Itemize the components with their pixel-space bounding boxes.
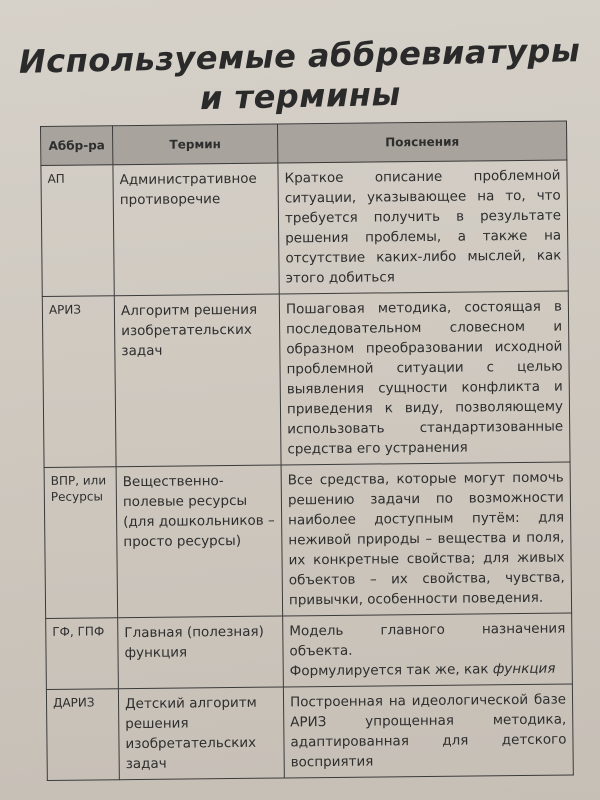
explanation-extra: Формулируется так же, как (289, 661, 493, 680)
explanation-extra-italic: функция (492, 660, 556, 678)
header-abbr: Аббр-ра (41, 126, 113, 166)
page-title-line-2: и термины (199, 74, 402, 118)
explanation-cell: Пошаговая методика, состоящая в последовательном словесном и образном преобразовании исходной проблемной ситуации с целью выявления сущности конфликта и приведения к виду, позволяющему использовать стандартизованные средства его устранения (279, 291, 570, 465)
explanation-cell (283, 613, 573, 687)
explanation-cell: Все средства, которые могут помочь решению задачи по возможности наиболее доступным путём: для неживой природы – вещества и поля, их конкретные свойства; для живых объектов – их свойства, чувства, привычки, особенности поведения. (281, 462, 572, 616)
explanation-main: Модель главного назначения объекта. (289, 620, 566, 660)
header-term: Термин (113, 124, 278, 165)
header-explanation: Пояснения (277, 121, 566, 163)
page-title-line-1: Используемые аббревиатуры (18, 31, 581, 81)
table-row (41, 160, 568, 297)
abbr-cell: ВПР, или Ресурсы (44, 467, 118, 619)
table-header-row (41, 121, 567, 166)
term-cell: Алгоритм решения изобретательских задач (114, 294, 281, 467)
table-row (44, 462, 572, 618)
term-cell: Административное противоречие (113, 163, 279, 296)
abbr-cell: АП (41, 165, 114, 297)
explanation-cell: Построенная на идеологической базе АРИЗ упрощенная методика, адаптированная для детского восприятия (283, 684, 573, 778)
abbr-cell: АРИЗ (42, 296, 116, 468)
abbr-cell: ГФ, ГПФ (46, 618, 119, 690)
term-cell: Детский алгоритм решения изобретательских задач (118, 687, 284, 780)
page-title (0, 30, 600, 123)
abbr-cell: ДАРИЗ (46, 689, 119, 781)
abbreviations-table (40, 120, 574, 780)
explanation-extra-line (290, 659, 566, 682)
explanation-cell: Краткое описание проблемной ситуации, указывающее на то, что требуется получить в результате решения проблемы, а также на отсутствие каких-либо мыслей, как этого добиться (278, 160, 568, 294)
table-row (46, 613, 573, 690)
term-cell: Главная (полезная) функция (118, 616, 284, 689)
term-cell: Вещественно-полевые ресурсы (для дошкольников – просто ресурсы) (116, 465, 283, 618)
table-row (42, 291, 570, 467)
table-row (46, 684, 573, 781)
